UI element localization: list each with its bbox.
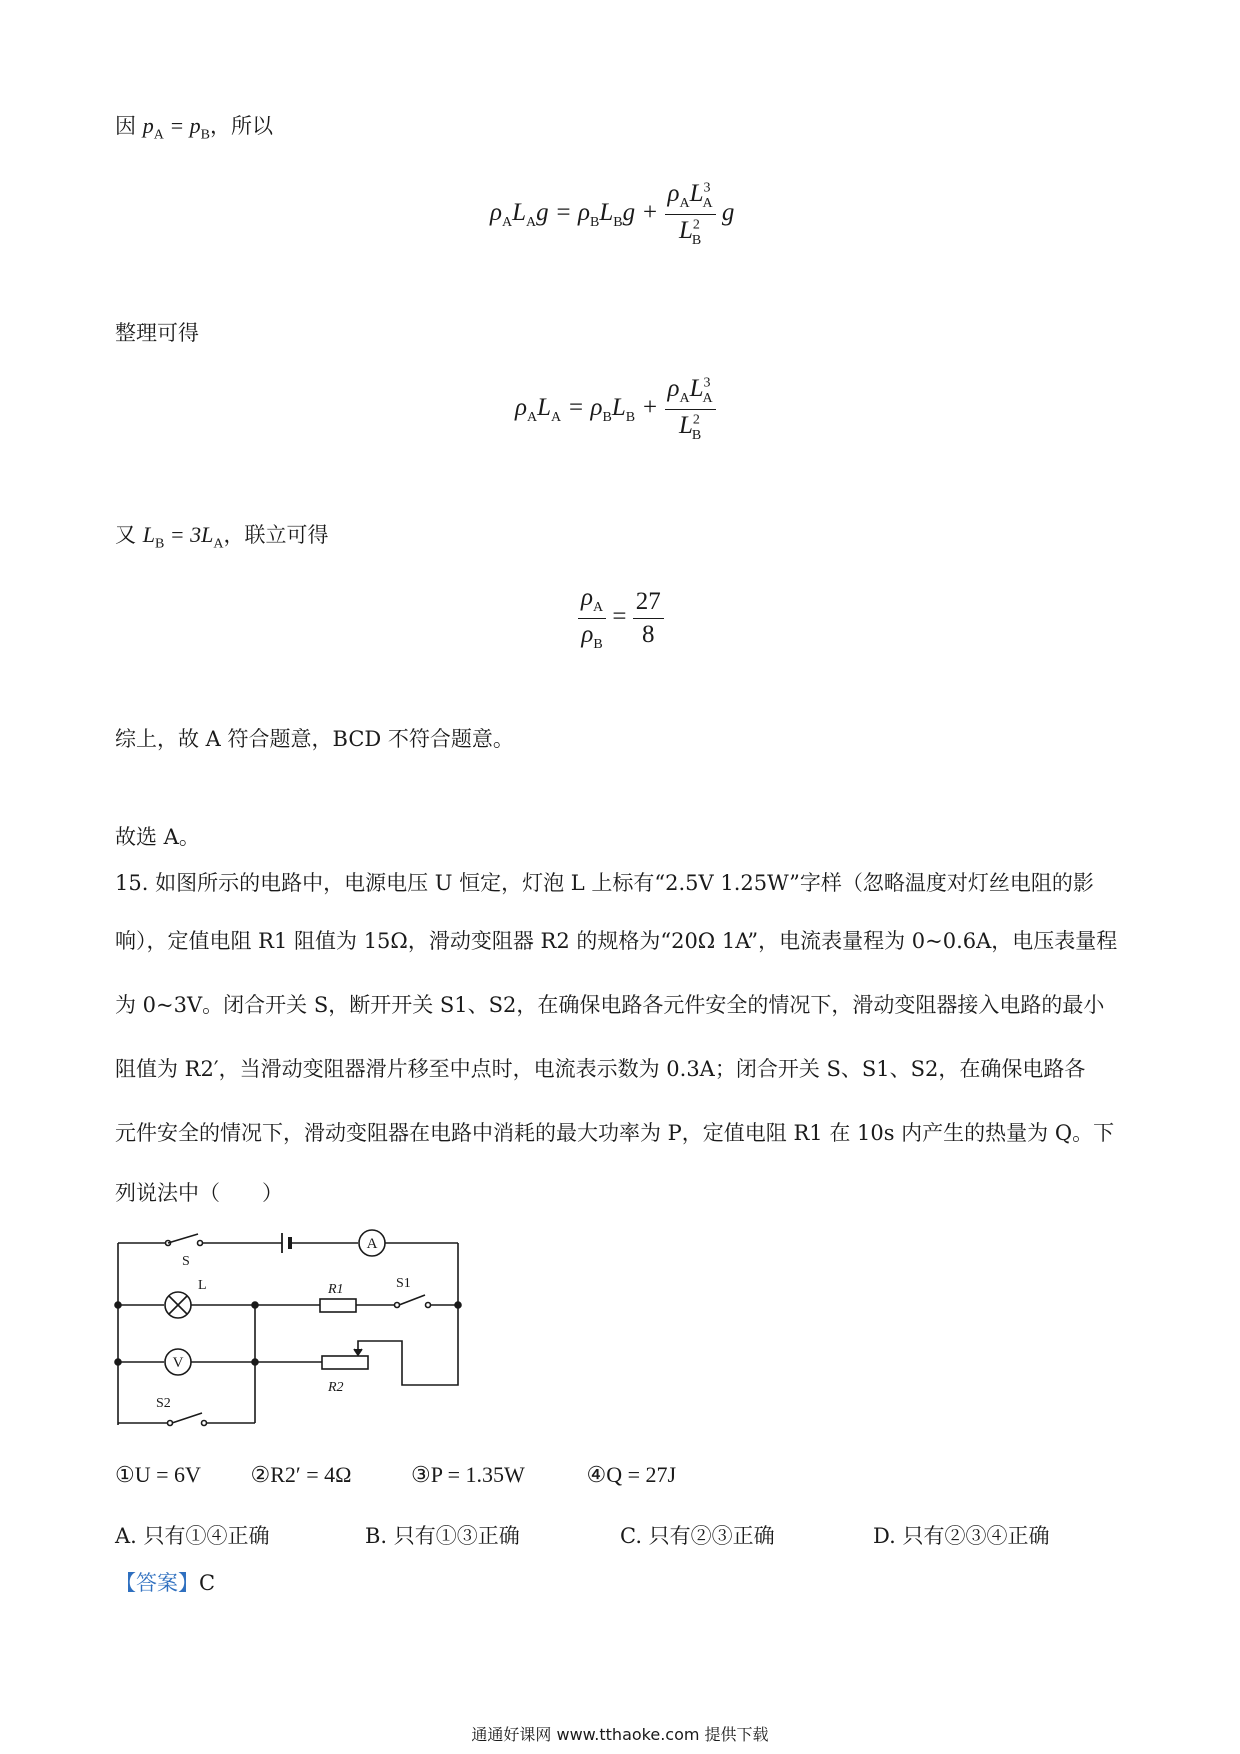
option-b: B. 只有①③正确 <box>365 1524 520 1548</box>
footer-watermark: 通通好课网 www.tthaoke.com 提供下载 <box>471 1725 769 1744</box>
step-3-suffix: ，联立可得 <box>223 523 329 547</box>
statement-1: ①U = 6V <box>115 1462 201 1487</box>
answer-value: C <box>199 1571 216 1595</box>
equation-3-left-fraction: $\frac{\rho_A}{\rho_B}$ <box>578 584 606 653</box>
resistor-r1 <box>320 1299 356 1312</box>
equation-1-fraction: $\frac{\rho_AL^3_A}{L^2_B}$ <box>665 180 716 249</box>
option-d: D. 只有②③④正确 <box>873 1524 1050 1548</box>
r1-label: R1 <box>328 1282 344 1297</box>
intro-suffix: ，所以 <box>210 114 274 138</box>
step-3-condition: $L_B = 3L_A$ <box>142 522 224 552</box>
switch-s2 <box>172 1413 202 1423</box>
answer-tag: 【答案】 <box>115 1571 199 1595</box>
conclusion-text: 综上，故 A 符合题意，BCD 不符合题意。 <box>115 727 514 751</box>
question-line-4: 阻值为 R2′，当滑动变阻器滑片移至中点时，电流表示数为 0.3A；闭合开关 S、S1、S2，在确保电路各 <box>115 1057 1086 1081</box>
s1-label: S1 <box>396 1276 411 1291</box>
intro-prefix: 因 <box>115 114 143 138</box>
voltmeter-label: V <box>172 1355 184 1371</box>
answer-line <box>115 1568 215 1598</box>
resistor-r2 <box>322 1356 368 1369</box>
statement-4: ④Q = 27J <box>586 1462 677 1487</box>
choice-text: 故选 A。 <box>115 825 200 849</box>
equation-1: $\rho_AL_Ag = \rho_BL_Bg$ + $\frac{\rho_AL^3_A}{L^2_B}$ g <box>490 180 735 248</box>
equation-3-right-fraction <box>633 588 664 649</box>
r2-label: R2 <box>328 1380 344 1395</box>
equation-2: $\rho_AL_A = \rho_BL_B$ + $\frac{\rho_AL^3_A}{L^2_B}$ <box>515 375 716 444</box>
question-line-2: 响），定值电阻 R1 阻值为 15Ω，滑动变阻器 R2 的规格为“20Ω 1A”，电流表量程为 0~0.6A，电压表量程 <box>115 929 1118 953</box>
intro-line <box>115 111 273 150</box>
intro-condition: $p_A = p_B$ <box>142 113 211 143</box>
lamp-label: L <box>198 1278 207 1293</box>
ammeter-label: A <box>366 1236 378 1252</box>
statement-2: ②R2′ = 4Ω <box>250 1462 352 1487</box>
circuit-diagram <box>110 1225 480 1450</box>
question-line-6: 列说法中（ ） <box>115 1181 283 1205</box>
option-c: C. 只有②③正确 <box>620 1524 775 1548</box>
equation-3-denominator: 8 <box>641 621 655 648</box>
step-3-line <box>115 520 329 559</box>
question-line-3: 为 0~3V。闭合开关 S，断开开关 S1、S2，在确保电路各元件安全的情况下，滑动变阻器接入电路的最小 <box>115 993 1105 1017</box>
step-2-text: 整理可得 <box>115 321 199 345</box>
slider-wire <box>358 1305 458 1385</box>
switch-s-label: S <box>182 1254 190 1269</box>
statements-row <box>115 1462 727 1488</box>
question-line-1: 15. 如图所示的电路中，电源电压 U 恒定，灯泡 L 上标有“2.5V 1.25W”字样（忽略温度对灯丝电阻的影 <box>115 871 1094 895</box>
equation-2-fraction: $\frac{\rho_AL^3_A}{L^2_B}$ <box>665 375 716 444</box>
s2-label: S2 <box>156 1396 171 1411</box>
step-3-prefix: 又 <box>115 523 143 547</box>
equation-3-numerator: 27 <box>633 588 664 619</box>
question-line-5: 元件安全的情况下，滑动变阻器在电路中消耗的最大功率为 P，定值电阻 R1 在 10s 内产生的热量为 Q。下 <box>115 1121 1115 1145</box>
option-a: A. 只有①④正确 <box>115 1524 270 1548</box>
switch-s1 <box>399 1295 425 1305</box>
equation-3: $\frac{\rho_A}{\rho_B}$ = $\frac{27}{8}$ <box>578 584 664 653</box>
switch-s <box>168 1234 198 1243</box>
statement-3: ③P = 1.35W <box>411 1462 525 1487</box>
